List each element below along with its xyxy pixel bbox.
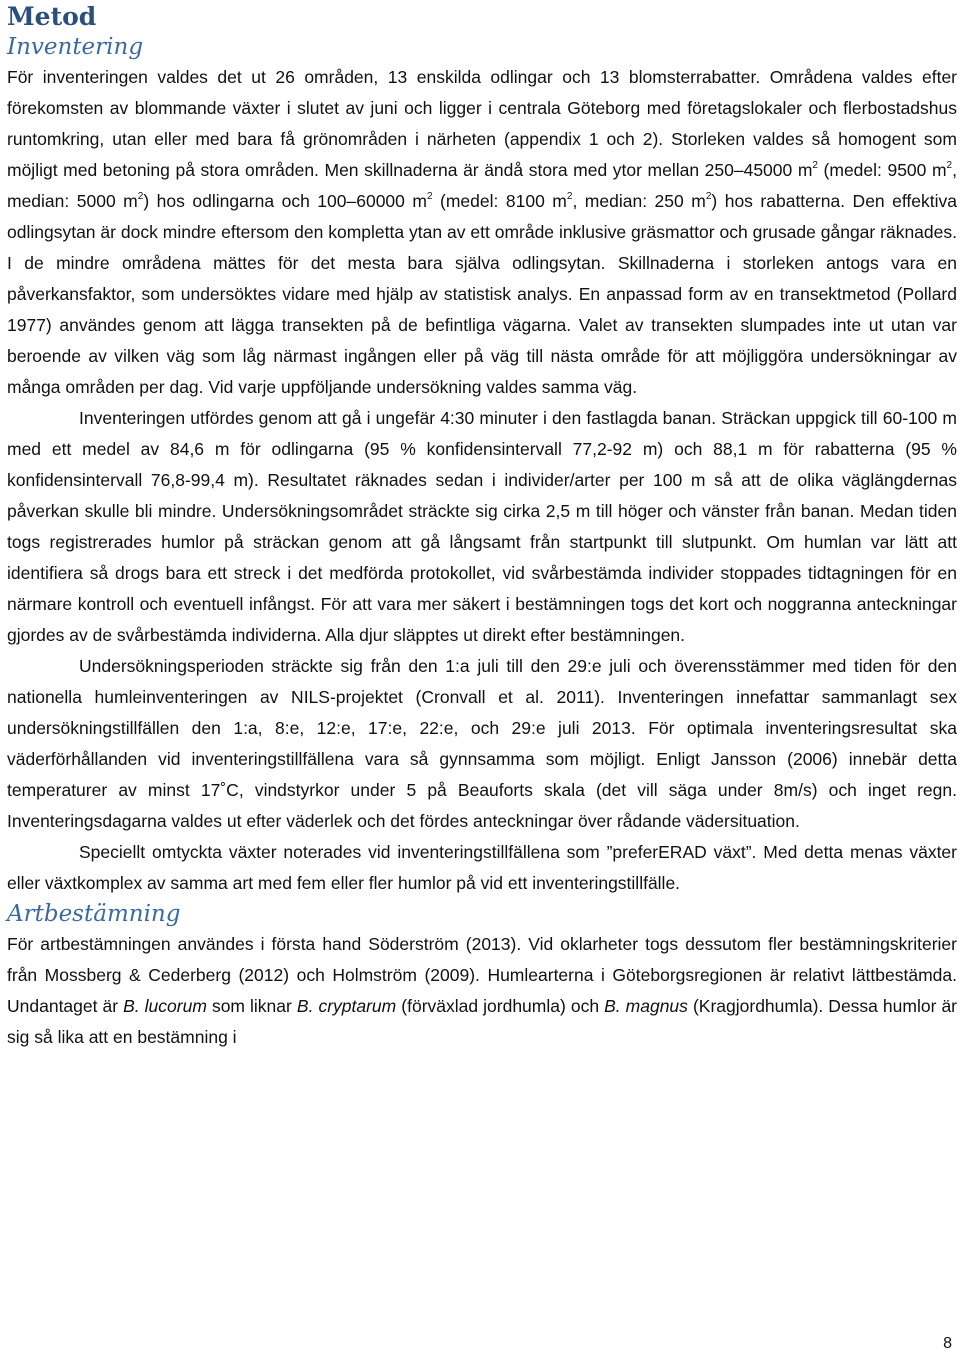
paragraph-text: För artbestämningen användes i första hand Söderström (2013). Vid oklarheter togs dessutom fler bestämningskriterier från Mossberg & Cederberg (2012) och Holmström (2009). Humlearterna i Göteborgsregionen är relativt lättbestämda. Undantaget är xyxy=(7,934,957,1016)
paragraph-text: (medel: 9500 m xyxy=(817,160,947,180)
paragraph-text: (Kragjordhumla). Dessa humlor är sig så lika att en bestämning i xyxy=(7,996,958,1047)
subsection-heading-artbestamning: Artbestämning xyxy=(7,901,181,927)
superscript: 2 xyxy=(946,160,953,171)
subsection-heading-inventering: Inventering xyxy=(7,34,144,60)
paragraph-text: (medel: 8100 m xyxy=(432,191,567,211)
paragraph-text: , median: 250 m xyxy=(572,191,706,211)
page-number: 8 xyxy=(943,1335,952,1352)
superscript: 2 xyxy=(705,191,712,202)
species-name: B. magnus xyxy=(604,996,688,1016)
paragraph-text: ) hos rabatterna. Den effektiva odlingsytan är dock mindre eftersom den kompletta ytan av ett område inklusive gräsmattor och grusade gångar räknades. I de mindre områdena mättes för det mesta bara själva odlingsytan. Skillnaderna i storleken antogs vara en påverkansfaktor, som undersöktes vidare med hjälp av statistisk analys. En anpassad form av en transektmetod (Pollard 1977) användes genom att lägga transekten på de befintliga vägarna. Valet av transekten slumpades inte ut utan var beroende av vilken väg som låg närmast ingången eller på väg till nästa område för att möjliggöra undersökningar av många områden per dag. Vid varje uppföljande undersökning valdes samma väg. xyxy=(7,191,958,397)
superscript: 2 xyxy=(566,191,573,202)
paragraph-artbestamning xyxy=(7,929,957,1053)
paragraph-text: som liknar xyxy=(206,996,297,1016)
superscript: 2 xyxy=(426,191,433,202)
paragraph-text: ) hos odlingarna och 100–60000 m xyxy=(143,191,427,211)
paragraph-inventering-2: Inventeringen utfördes genom att gå i ungefär 4:30 minuter i den fastlagda banan. Sträckan uppgick till 60-100 m med ett medel av 84,6 m för odlingarna (95 % konfidensintervall 77,2-92 m) och 88,1 m för rabatterna (95 % konfidensintervall 76,8-99,4 m). Resultatet räknades sedan i individer/arter per 100 m så att de olika väglängdernas påverkan skulle bli mindre. Undersökningsområdet sträckte sig cirka 2,5 m till höger och vänster från banan. Medan tiden togs registrerades humlor på sträckan genom att gå långsamt från startpunkt till slutpunkt. Om humlan var lätt att identifiera så drogs bara ett streck i det medförda protokollet, vid svårbestämda individer stoppades tidtagningen för en närmare kontroll och eventuell infångst. För att vara mer säkert i bestämningen togs det kort och noggranna anteckningar gjordes av de svårbestämda individerna. Alla djur släpptes ut direkt efter bestämningen. xyxy=(7,408,957,645)
section-heading-metod: Metod xyxy=(7,2,97,31)
paragraph-inventering-3: Undersökningsperioden sträckte sig från den 1:a juli till den 29:e juli och överensstämmer med tiden för den nationella humleinventeringen av NILS-projektet (Cronvall et al. 2011). Inventeringen innefattar sammanlagt sex undersökningstillfällen den 1:a, 8:e, 12:e, 17:e, 22:e, och 29:e juli 2013. För optimala inventeringsresultat ska väderförhållanden vid inventeringstillfällena vara så gynnsamma som möjligt. Enligt Jansson (2006) innebär detta temperaturer av minst 17˚C, vindstyrkor under 5 på Beauforts skala (det vill säga under 8m/s) och inget regn. Inventeringsdagarna valdes ut efter väderlek och det fördes anteckningar över rådande vädersituation. xyxy=(7,656,957,831)
superscript: 2 xyxy=(137,191,144,202)
paragraph-text: För inventeringen valdes det ut 26 områden, 13 enskilda odlingar och 13 blomsterrabatter. Områdena valdes efter förekomsten av blommande växter i slutet av juni och ligger i centrala Göteborg med företagslokaler och flerbostadshus runtomkring, utan eller med bara få grönområden i närheten (appendix 1 och 2). Storleken valdes så homogent som möjligt med betoning på stora områden. Men skillnaderna är ändå stora med ytor mellan 250–45000 m xyxy=(7,67,957,180)
document-page xyxy=(7,0,957,1053)
paragraph-inventering-4: Speciellt omtyckta växter noterades vid inventeringstillfällena som ”preferERAD växt”. Med detta menas växter eller växtkomplex av samma art med fem eller fler humlor på vid ett inventeringstillfälle. xyxy=(7,842,957,893)
species-name: B. lucorum xyxy=(123,996,207,1016)
paragraph-text: , median: 5000 m xyxy=(7,160,957,211)
paragraph-text: (förväxlad jordhumla) och xyxy=(396,996,605,1016)
paragraph-inventering-1 xyxy=(7,62,957,403)
species-name: B. cryptarum xyxy=(296,996,397,1016)
superscript: 2 xyxy=(812,160,818,171)
